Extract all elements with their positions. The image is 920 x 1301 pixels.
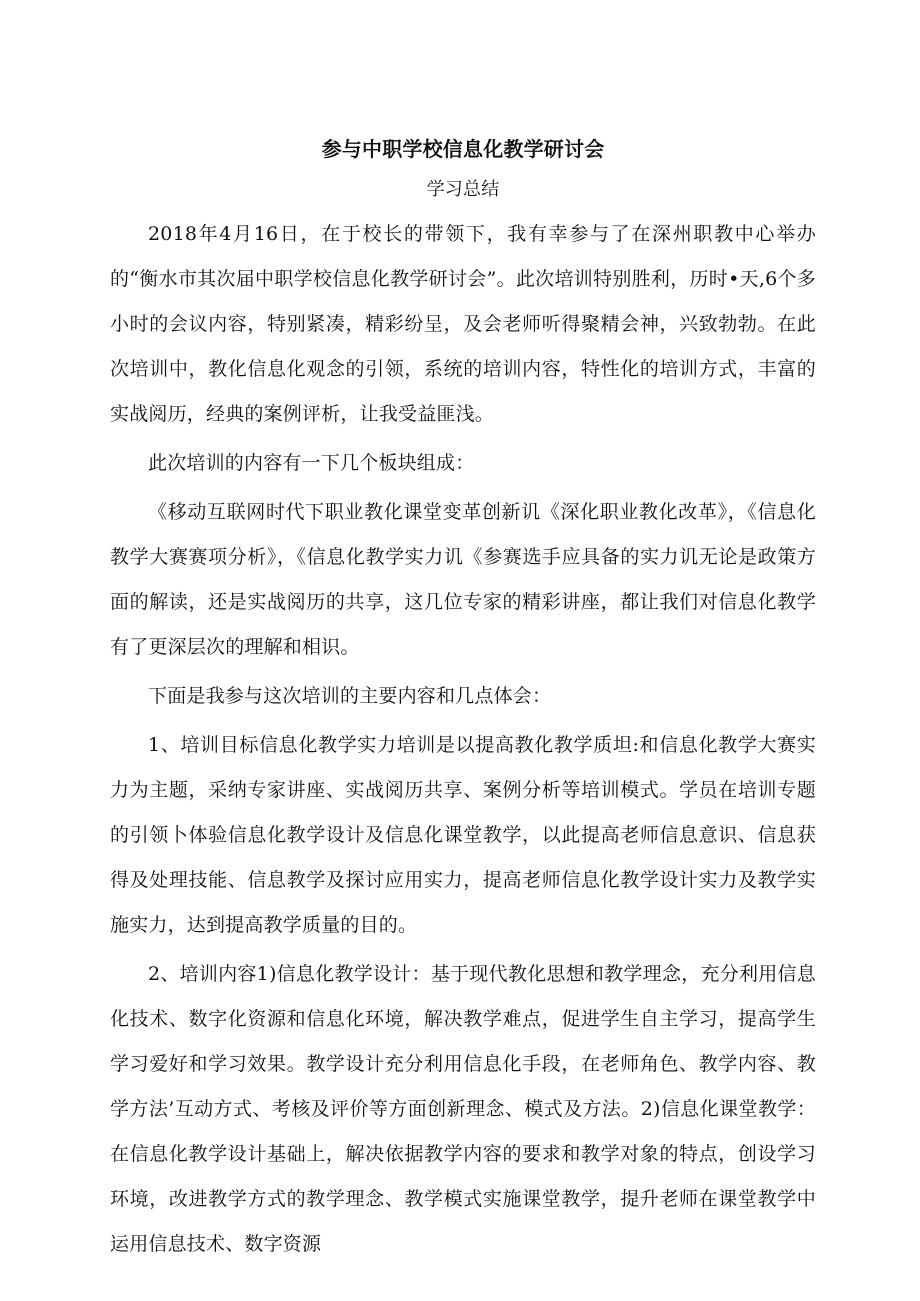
- document-body: [110, 128, 816, 1267]
- document-subtitle: 学习总结: [426, 179, 500, 200]
- paragraph-training-goal: 1、培训目标信息化教学实力培训是以提高教化教学质坦:和信息化教学大赛实力为主题，采纳专家讲座、实战阅历共享、案例分析等培训模式。学员在培训专题的引领卜体验信息化教学设计及信息化课堂教学，以此提高老师信息意识、信息获得及处理技能、信息教学及探讨应用实力，提高老师信息化教学设计实力及教学实施实力，达到提高教学质量的目的。: [110, 734, 816, 936]
- paragraph-modules-list: 《移动互联网时代下职业教化课堂变革创新讥《深化职业教化改革》，《信息化教学大赛赛项分析》，《信息化教学实力讥《参赛选手应具备的实力讥无论是政策方面的解读，还是实战阅历的共享，这几位专家的精彩讲座，都让我们对信息化教学有了更深层次的理解和相识。: [110, 501, 816, 658]
- document-title: 参与中职学校信息化教学研讨会: [321, 137, 605, 161]
- paragraph-training-content: 2、培训内容1)信息化教学设计：基于现代教化思想和教学理念，充分利用信息化技术、数字化资源和信息化环境，解决教学难点，促进学生自主学习，提高学生学习爱好和学习效果。教学设计充分利用信息化手段，在老师角色、教学内容、教学方法’互动方式、考核及评价等方面创新理念、模式及方法。2)信息化课堂教学：在信息化教学设计基础上，解决依据教学内容的要求和教学对象的特点，创设学习环境，改进教学方式的教学理念、教学模式实施课堂教学，提升老师在课堂教学中运用信息技术、数字资源: [110, 963, 816, 1255]
- paragraph-intro: 2018年4月16日，在于校长的带领下，我有幸参与了在深州职教中心举办的“衡水市其次届中职学校信息化教学研讨会”。此次培训特别胜利，历时•天,6个多小时的会议内容，特别紧凑，精彩纷呈，及会老师听得聚精会神，兴致勃勃。在此次培训中，教化信息化观念的引领，系统的培训内容，特性化的培训方式，丰富的实战阅历，经典的案例评析，让我受益匪浅。: [110, 223, 816, 425]
- paragraph-content-lead: 下面是我参与这次培训的主要内容和几点体会：: [148, 685, 552, 707]
- paragraph-modules-lead: 此次培训的内容有一下几个板块组成：: [148, 452, 475, 474]
